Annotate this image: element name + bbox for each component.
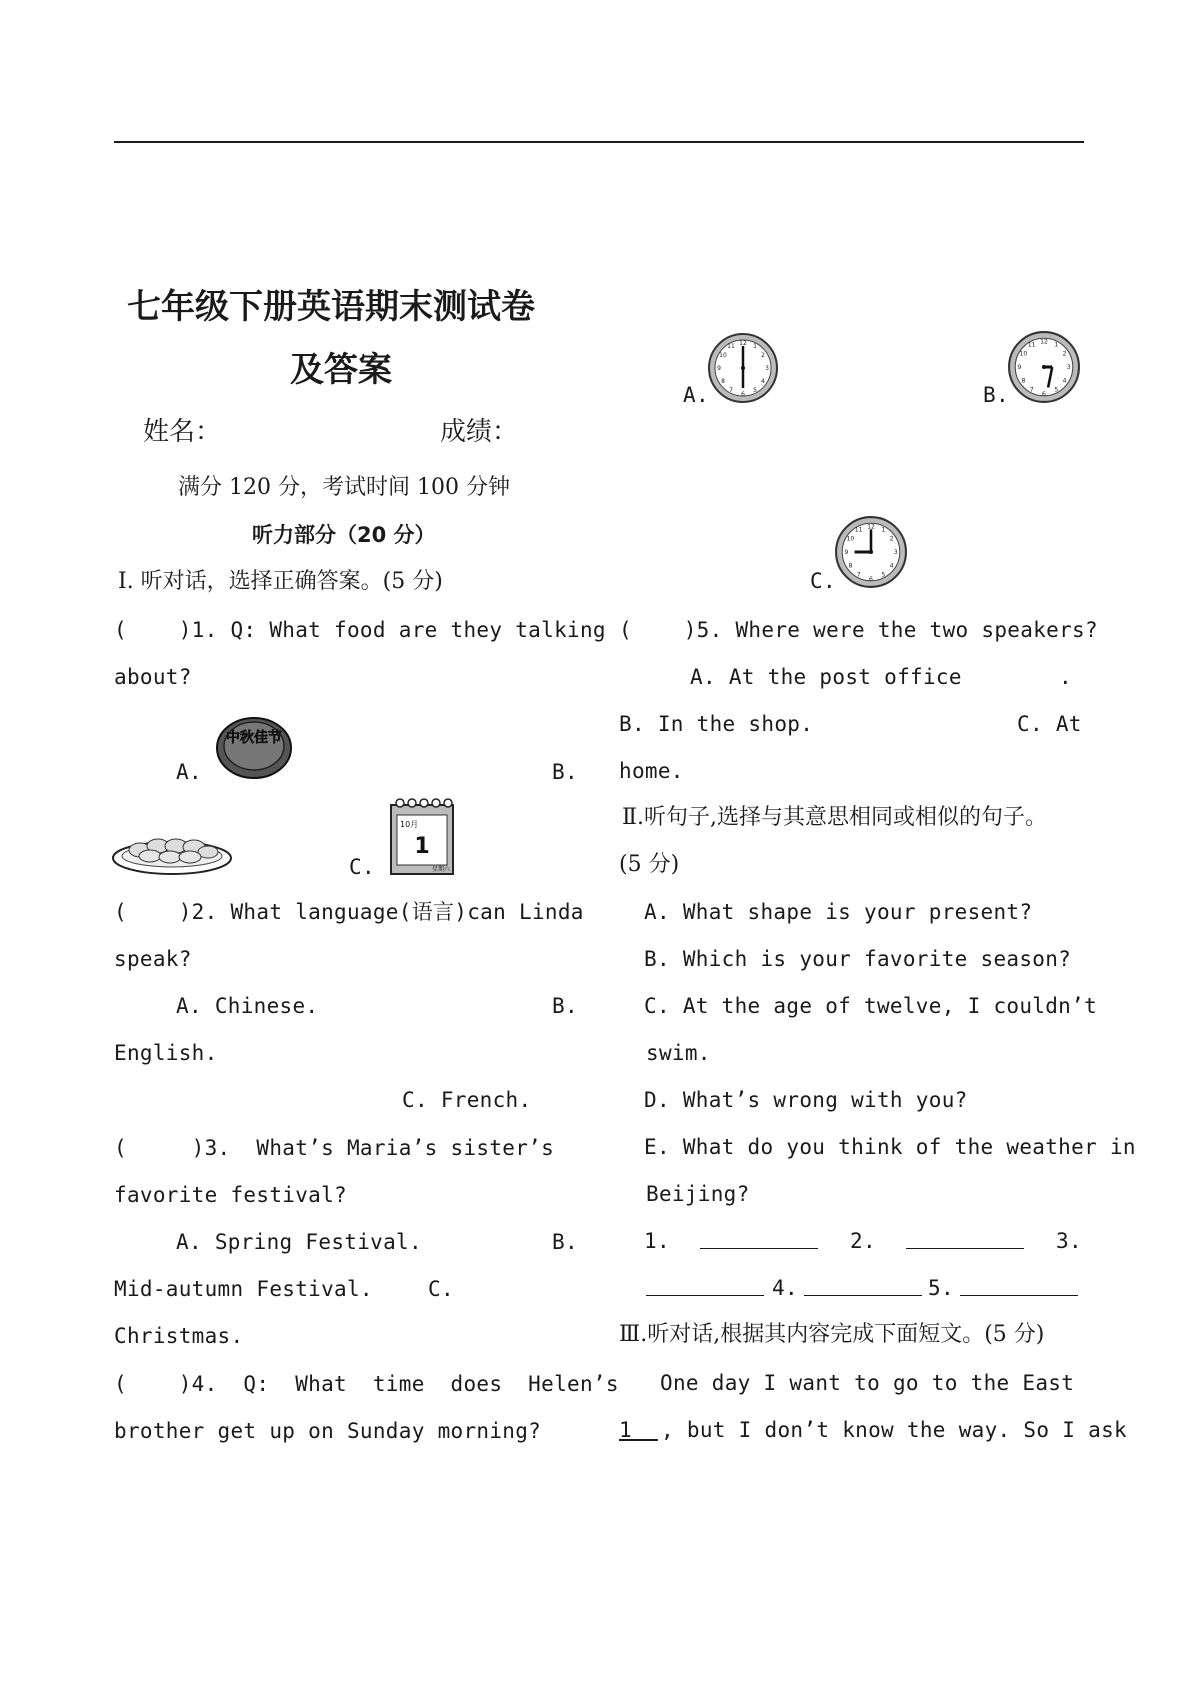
q2-option-c: C. French.: [402, 1088, 532, 1112]
q2-option-b-text: English.: [114, 1041, 218, 1065]
q1-text: ( )1. Q: What food are they talking: [114, 618, 606, 642]
answer-blank-5-label: 5.: [928, 1276, 954, 1300]
dumplings-image: [110, 828, 235, 878]
q1-option-c: C.: [349, 855, 375, 879]
clock-a-icon: [707, 332, 779, 404]
svg-text:6: 6: [741, 391, 745, 398]
svg-text:6: 6: [1042, 390, 1046, 398]
svg-text:10: 10: [719, 352, 727, 359]
q3-option-c: C.: [428, 1277, 454, 1301]
part2-option-c-cont: swim.: [646, 1041, 711, 1065]
svg-text:4: 4: [889, 562, 894, 570]
part2-option-e: E. What do you think of the weather in: [644, 1135, 1136, 1159]
svg-text:9: 9: [717, 365, 721, 372]
svg-text:5: 5: [1054, 386, 1059, 394]
svg-text:11: 11: [854, 526, 863, 534]
q5-option-c: C. At: [1017, 712, 1082, 736]
svg-text:12: 12: [867, 523, 875, 531]
svg-text:9: 9: [844, 549, 849, 557]
q5-option-a-dot: .: [1059, 665, 1072, 689]
q3-option-c-text: Christmas.: [114, 1324, 244, 1348]
svg-text:1: 1: [1054, 341, 1059, 349]
svg-text:10: 10: [846, 535, 855, 543]
svg-text:1: 1: [881, 526, 886, 534]
svg-text:6: 6: [869, 575, 873, 583]
q5-text: ( )5. Where were the two speakers?: [619, 618, 1098, 642]
calendar-image: [388, 797, 456, 877]
part3-blank-1[interactable]: 1: [619, 1418, 658, 1442]
svg-text:4: 4: [761, 378, 765, 385]
part2-option-e-cont: Beijing?: [646, 1182, 750, 1206]
svg-text:5: 5: [753, 387, 757, 394]
q4-option-b: B.: [983, 383, 1009, 407]
svg-text:12: 12: [1040, 338, 1048, 346]
page-title-line2: 及答案: [290, 350, 392, 390]
answer-blank-1-label: 1.: [644, 1229, 670, 1253]
q3-text: ( )3. What’s Maria’s sister’s: [114, 1136, 555, 1160]
svg-text:3: 3: [1066, 364, 1071, 372]
exam-info: 满分 120 分，考试时间 100 分钟: [178, 475, 510, 500]
part2-option-d: D. What’s wrong with you?: [644, 1088, 968, 1112]
svg-text:2: 2: [1062, 350, 1067, 358]
calendar-day: 1: [414, 834, 430, 859]
q5-option-a: A. At the post office: [690, 665, 962, 689]
q3-option-b-text: Mid-autumn Festival.: [114, 1277, 373, 1301]
svg-text:11: 11: [1027, 341, 1036, 349]
svg-text:2: 2: [761, 352, 765, 359]
svg-text:3: 3: [893, 549, 898, 557]
part3-text-2: , but I don’t know the way. So I ask: [661, 1418, 1127, 1442]
q4-text: ( )4. Q: What time does Helen’s: [114, 1372, 619, 1396]
answer-blank-2[interactable]: [906, 1228, 1024, 1253]
part2-heading-score: (5 分): [619, 852, 680, 877]
svg-text:7: 7: [729, 387, 733, 394]
section-heading: 听力部分（20 分）: [252, 523, 436, 547]
q2-option-b: B.: [552, 994, 578, 1018]
header-rule: [114, 141, 1084, 143]
q5-option-c-text: home.: [619, 759, 684, 783]
q1-text-2: about?: [114, 665, 192, 689]
part2-option-b: B. Which is your favorite season?: [644, 947, 1072, 971]
q2-text: ( )2. What language(语言)can Linda: [114, 900, 584, 924]
part3-text-1: One day I want to go to the East: [660, 1371, 1075, 1395]
svg-text:3: 3: [765, 365, 769, 372]
page-title: 七年级下册英语期末测试卷: [127, 287, 535, 327]
svg-text:7: 7: [856, 571, 861, 579]
svg-text:4: 4: [1062, 377, 1067, 385]
answer-blank-3-label: 3.: [1056, 1229, 1082, 1253]
q1-option-a: A.: [176, 760, 202, 784]
svg-text:9: 9: [1017, 364, 1022, 372]
part2-option-a: A. What shape is your present?: [644, 900, 1033, 924]
svg-text:10: 10: [1019, 350, 1028, 358]
clock-c-icon: [834, 515, 908, 589]
q3-option-b: B.: [552, 1230, 578, 1254]
calendar-weekday: 星期六: [432, 866, 451, 873]
svg-text:1: 1: [753, 343, 757, 350]
q1-option-b: B.: [552, 760, 578, 784]
q2-option-a: A. Chinese.: [176, 994, 319, 1018]
part2-option-c: C. At the age of twelve, I couldn’t: [644, 994, 1098, 1018]
svg-text:7: 7: [1029, 386, 1034, 394]
svg-text:2: 2: [889, 535, 894, 543]
part2-heading: Ⅱ.听句子,选择与其意思相同或相似的句子。: [622, 805, 1047, 830]
svg-text:8: 8: [1021, 377, 1026, 385]
mooncake-image: [214, 708, 294, 780]
mooncake-label: 中秋佳节: [226, 730, 282, 746]
answer-blank-4[interactable]: [804, 1275, 922, 1300]
part1-heading: Ⅰ. 听对话，选择正确答案。(5 分): [118, 569, 443, 594]
answer-blank-5[interactable]: [960, 1275, 1078, 1300]
svg-text:8: 8: [848, 562, 853, 570]
q2-text-2: speak?: [114, 947, 192, 971]
q4-option-c: C.: [810, 569, 836, 593]
part3-heading: Ⅲ.听对话,根据其内容完成下面短文。(5 分): [619, 1322, 1045, 1347]
svg-text:12: 12: [739, 340, 747, 347]
q3-text-2: favorite festival?: [114, 1183, 347, 1207]
q3-option-a: A. Spring Festival.: [176, 1230, 422, 1254]
answer-blank-3[interactable]: [646, 1275, 764, 1300]
answer-blank-2-label: 2.: [850, 1229, 876, 1253]
answer-blank-4-label: 4.: [772, 1276, 798, 1300]
score-label: 成绩：: [440, 417, 519, 447]
svg-text:5: 5: [881, 571, 886, 579]
name-label: 姓名：: [143, 417, 222, 447]
q5-option-b: B. In the shop.: [619, 712, 814, 736]
q4-text-2: brother get up on Sunday morning?: [114, 1419, 542, 1443]
svg-text:8: 8: [721, 378, 725, 385]
q4-option-a: A.: [683, 383, 709, 407]
answer-blank-1[interactable]: [700, 1228, 818, 1253]
clock-b-icon: [1007, 330, 1081, 404]
svg-text:11: 11: [727, 343, 735, 350]
calendar-month: 10月: [400, 820, 419, 829]
